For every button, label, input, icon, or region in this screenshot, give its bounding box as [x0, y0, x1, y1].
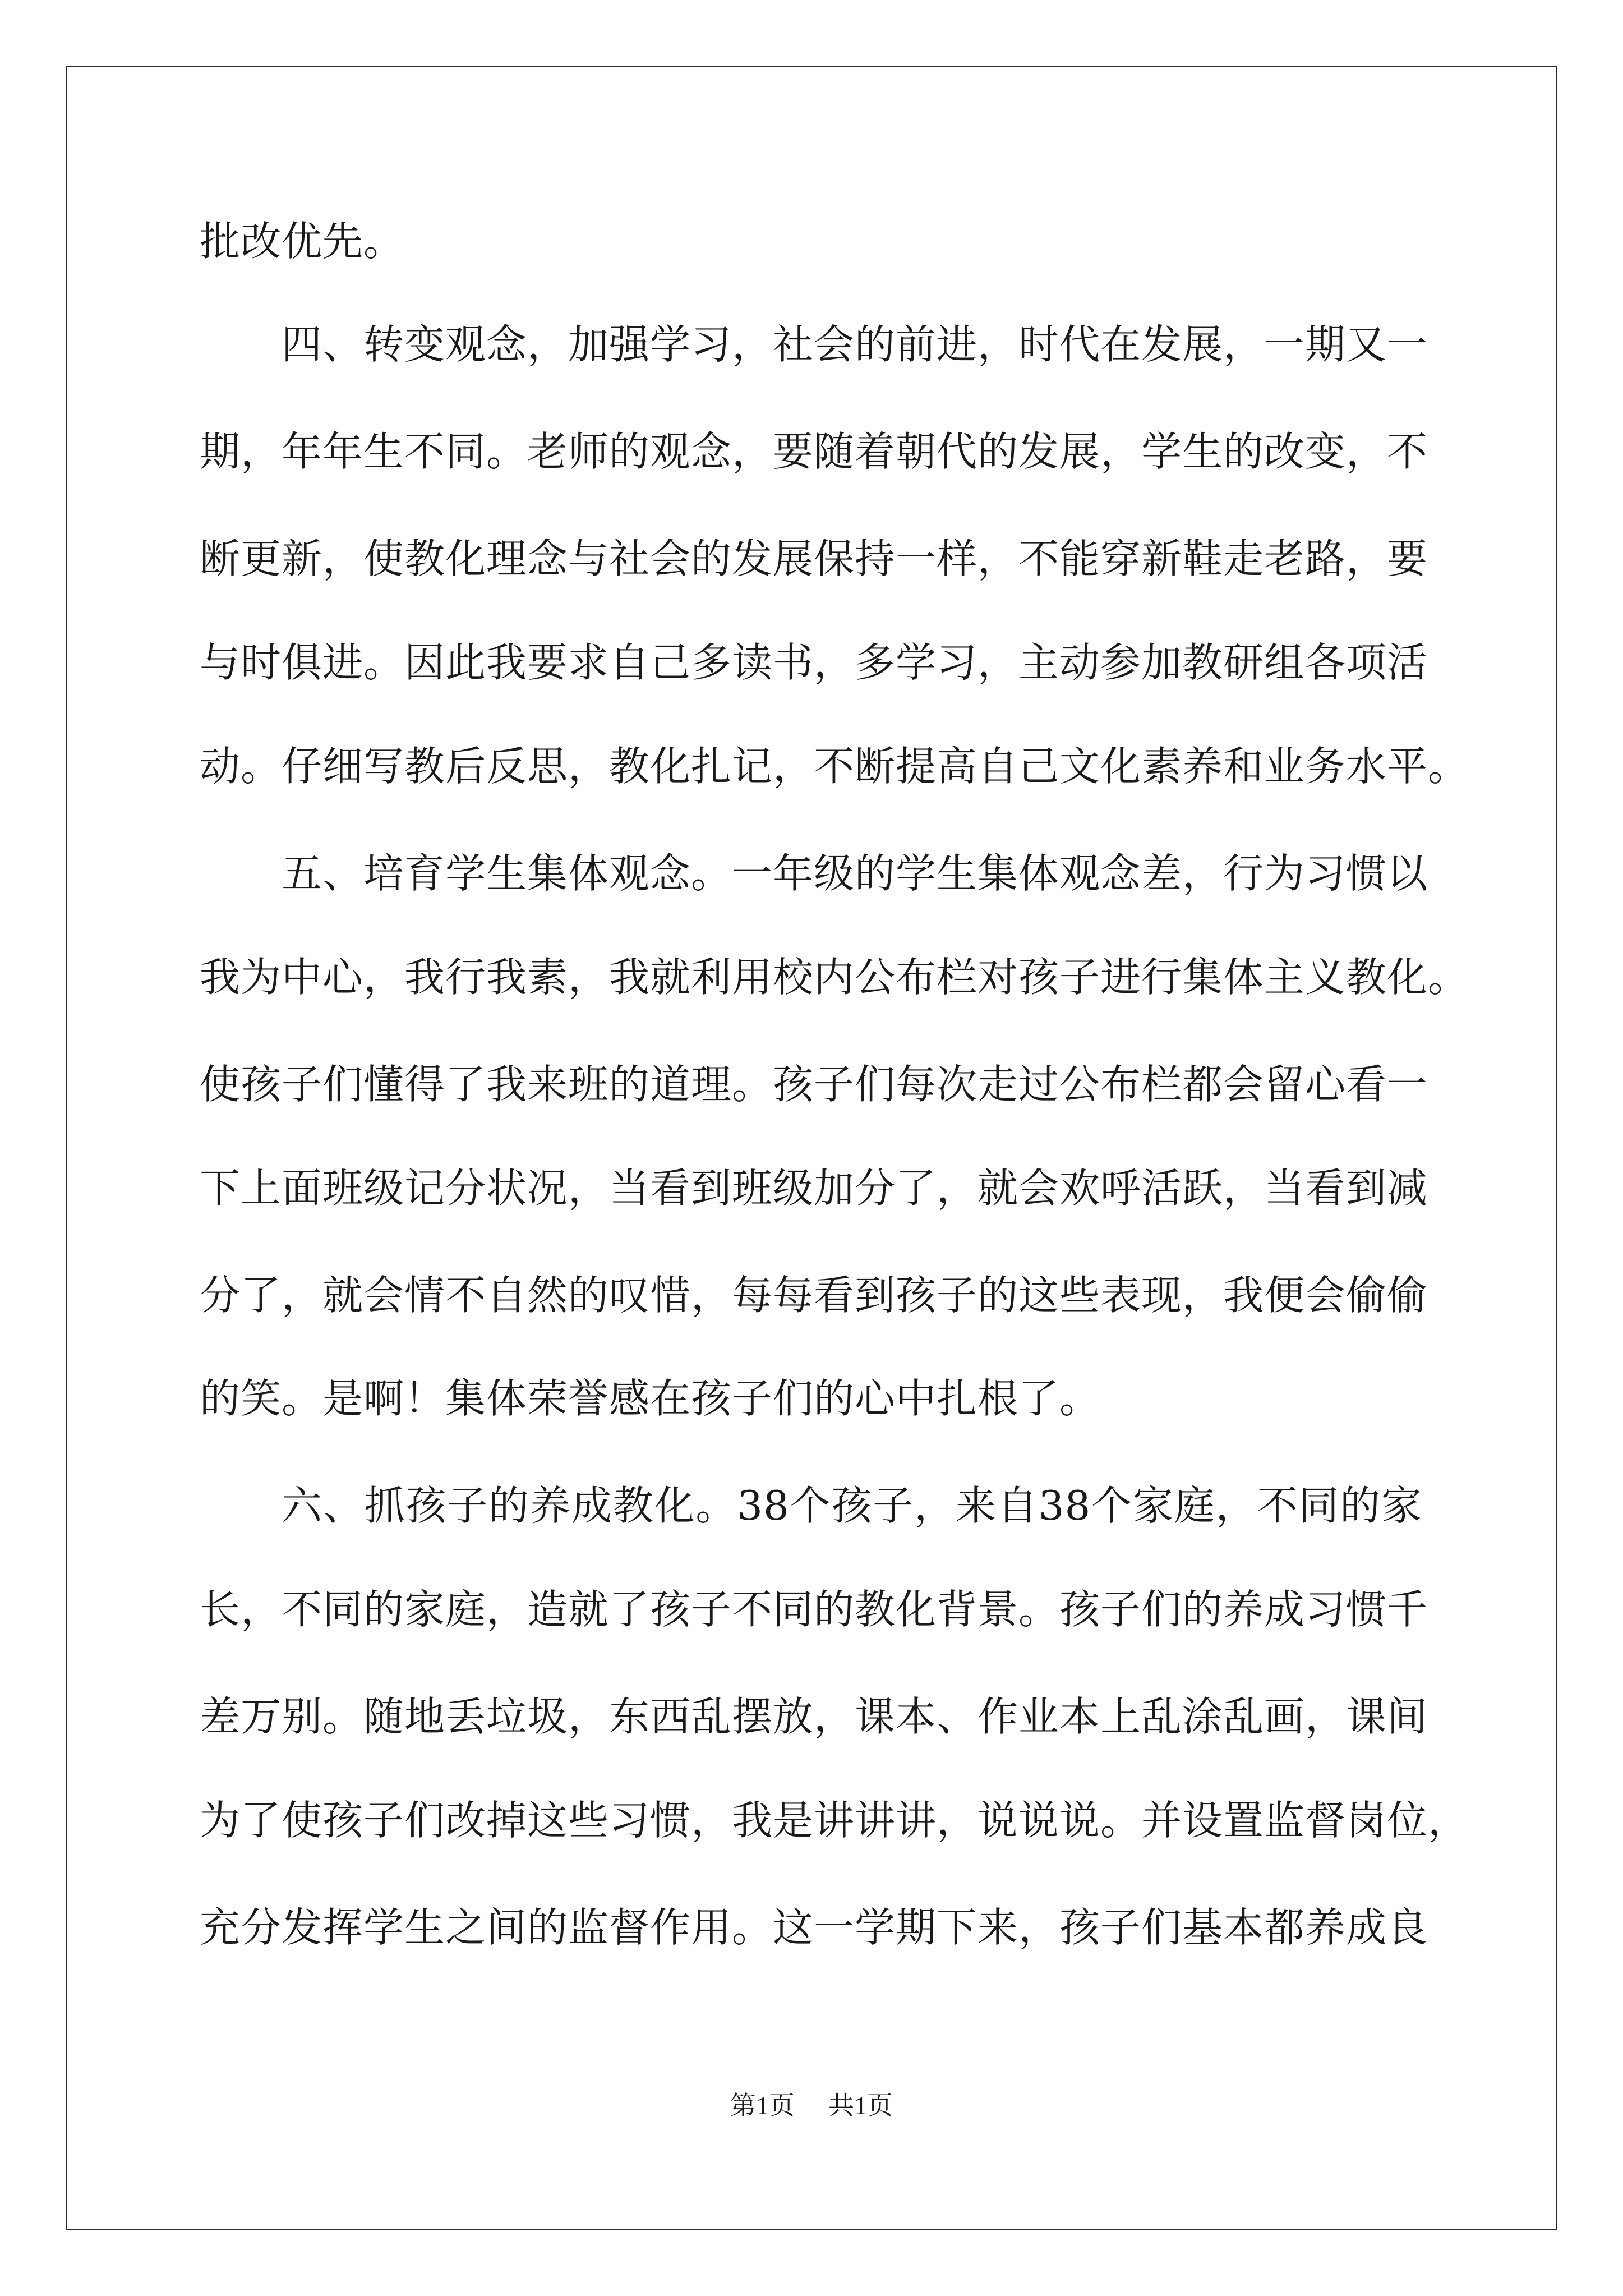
text-line: 断更新，使教化理念与社会的发展保持一样，不能穿新鞋走老路，要: [200, 535, 1428, 582]
text-line: 与时俱进。因此我要求自己多读书，多学习，主动参加教研组各项活: [200, 639, 1428, 686]
paragraph-first-line: 四、转变观念，加强学习，社会的前进，时代在发展，一期又一: [282, 321, 1428, 368]
text-line: 的笑。是啊！集体荣誉感在孩子们的心中扎根了。: [200, 1375, 1101, 1422]
page-number-current: 第1页: [730, 2091, 795, 2120]
page-number-total: 共1页: [828, 2091, 893, 2120]
text-line: 批改优先。: [200, 218, 405, 265]
text-line: 差万别。随地丢垃圾，东西乱摆放，课本、作业本上乱涂乱画，课间: [200, 1693, 1428, 1740]
text-line: 长，不同的家庭，造就了孩子不同的教化背景。孩子们的养成习惯千: [200, 1586, 1428, 1633]
text-line: 我为中心，我行我素，我就利用校内公布栏对孩子进行集体主义教化。: [200, 954, 1469, 1001]
text-line: 充分发挥学生之间的监督作用。这一学期下来，孩子们基本都养成良: [200, 1904, 1428, 1951]
paragraph-first-line: 六、抓孩子的养成教化。38个孩子，来自38个家庭，不同的家: [282, 1482, 1422, 1529]
paragraph-first-line: 五、培育学生集体观念。一年级的学生集体观念差，行为习惯以: [282, 850, 1428, 897]
page-footer: [0, 2089, 1623, 2123]
text-line: 分了，就会情不自然的叹惜，每每看到孩子的这些表现，我便会偷偷: [200, 1272, 1428, 1319]
text-line: 为了使孩子们改掉这些习惯，我是讲讲讲，说说说。并设置监督岗位，: [200, 1797, 1469, 1844]
text-line: 期，年年生不同。老师的观念，要随着朝代的发展，学生的改变，不: [200, 428, 1428, 475]
text-line: 下上面班级记分状况，当看到班级加分了，就会欢呼活跃，当看到减: [200, 1165, 1428, 1212]
text-line: 使孩子们懂得了我来班的道理。孩子们每次走过公布栏都会留心看一: [200, 1061, 1428, 1108]
text-line: 动。仔细写教后反思，教化扎记，不断提高自己文化素养和业务水平。: [200, 743, 1469, 790]
